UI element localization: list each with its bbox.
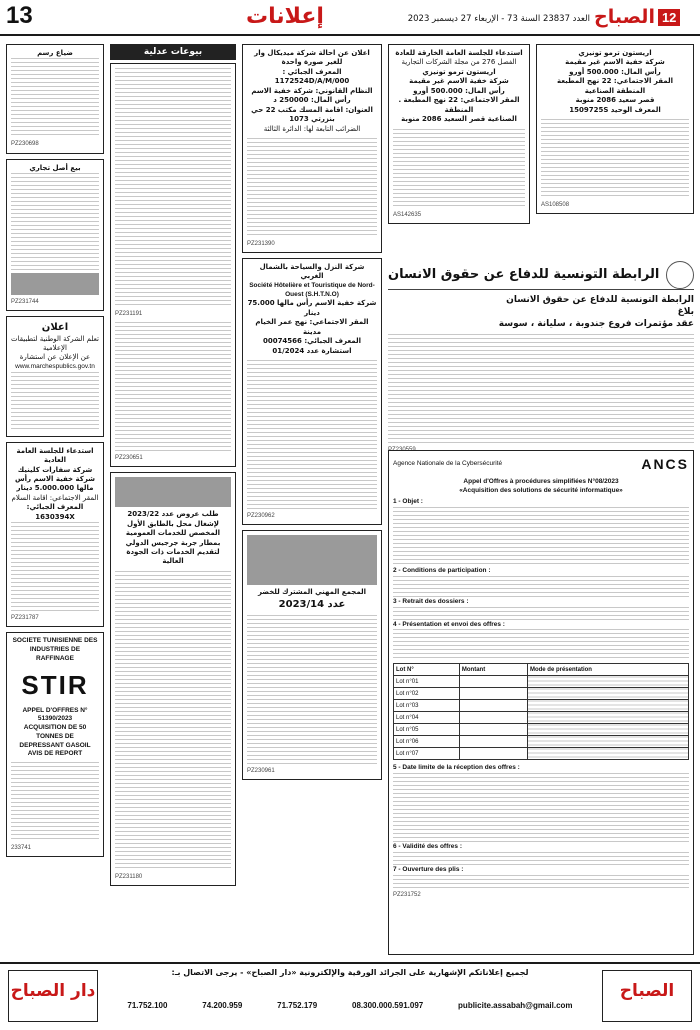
procurement-link[interactable]: www.marchespublics.gov.tn	[15, 362, 95, 370]
footer-contacts: 71.752.100 74.200.959 71.752.179 08.300.000.591.097 publicite.assabah@gmail.com	[127, 1000, 573, 1010]
judicial-sales-bar: بيوعات عدلية	[110, 44, 236, 60]
league-title: الرابطة التونسية للدفاع عن حقوق الانسان	[388, 267, 660, 282]
page-number: 13	[6, 2, 33, 29]
logo-text: الصباح	[594, 6, 655, 28]
ad-body-text	[541, 119, 689, 199]
column-4	[110, 44, 236, 954]
logo-number: 12	[658, 9, 680, 26]
footer-email[interactable]: publicite.assabah@gmail.com	[458, 1000, 573, 1010]
ad-lost-deed: ضياع رسم PZ230698	[6, 44, 104, 154]
ancs-logo: ANCS	[641, 456, 689, 472]
table-row: Lot n°01	[394, 676, 689, 688]
page-header	[0, 0, 700, 36]
lots-table: Lot N° Montant Mode de présentation Lot n°01 Lot n°02 Lot n°03 Lot n°04 Lot n°05 Lot n°06 Lot n°07	[393, 663, 689, 760]
ancs-tender-ad: Agence Nationale de la Cybersécurité ANCS Appel d'Offres à procédures simplifiées N°08/2023 «Acquisition des solutions de sécurité informatique» 1 - Objet : 2 - Conditions de participation : 3 - Retrait des dossiers : 4 - Présentation et envoi des offres : Lot N° Montant Mode de présentation Lot n°01 Lot n°02 Lot n°03 Lot n°04 Lot n°05 Lot n°06 Lot n°07 5 - Date limite de la réception des offres : 6 - Validité des offres : 7 - Ouverture des plis : PZ231752	[388, 450, 694, 955]
ad-judicial-sales: PZ231191 PZ230651	[110, 63, 236, 467]
column-5	[6, 44, 104, 954]
column-1	[536, 44, 694, 219]
ad-business-sale: بيع أصل تجاري PZ231744	[6, 159, 104, 312]
ad-airport-tender: طلب عروض عدد 2023/22 لإشغال محل بالطابق الأول المخصص للخدمات العمومية بمطار جربة جرجيس الدولي لتقديم الخدمات ذات الجودة العالية PZ231180	[110, 472, 236, 886]
column-3	[242, 44, 382, 954]
ad-sfarat-assembly: استدعاء للجلسة العامة العادية شركة سفارات كلينيك شركة خفية الاسم رأس مالها 5.000.000 دينار المقر الاجتماعي: اقامة السلام المعرف الجبائي: 1630394X PZ231787	[6, 442, 104, 628]
table-row: Lot n°05	[394, 724, 689, 736]
issue-info: العدد 23837 السنة 73 - الإربعاء 27 ديسمبر 2023	[407, 14, 590, 24]
ad-hotel: شركة النزل والسياحة بالشمال الغربي Société Hôtelière et Touristique de Nord-Ouest (S.H.T.N.O) شركة خفية الاسم رأس مالها 75.000 دينار المقر الاجتماعي: نهج عمر الخيام مدينة المعرف الجبائي: 00074566 استشارة عدد 01/2024 PZ230962	[242, 258, 382, 525]
ad-ref: AS108508	[541, 202, 570, 209]
table-row: Lot n°06	[394, 736, 689, 748]
table-row: Lot n°03	[394, 700, 689, 712]
ancs-title: Appel d'Offres à procédures simplifiées N°08/2023	[463, 477, 619, 485]
ad-stir: SOCIETE TUNISIENNE DES INDUSTRIES DE RAFFINAGE STIR APPEL D'OFFRES N° 51390/2023 ACQUISITION DE 50 TONNES DE DEPRESSANT GASOIL AVIS DE REPORT 233741	[6, 632, 104, 857]
stir-logo: STIR	[21, 669, 89, 700]
ad-vegetable-group: المجمع المهني المشترك للخضر عدد 2023/14 PZ230961	[242, 530, 382, 780]
footer-logo-sabah: الصباح	[602, 970, 692, 1022]
footer-contact-title: لجميع إعلاناتكم الإشهارية على الجرائد الورقية والإلكترونية «دار الصباح» - يرجى الاتصال بـ:	[171, 968, 529, 977]
ad-medical-ware: اعلان عن احالة شركة ميديكال وار للغير صورة واحدة المعرف الجبائي : 1172524D/A/M/000 النظام القانوني: شركة خفية الاسم رأس المال: 250000 د العنوان: اقامة المسك مكتب 22 حي بنزرتي 1073 الضرائب التابعة لها: الدائرة الثالثة PZ231390	[242, 44, 382, 253]
table-row: Lot n°04	[394, 712, 689, 724]
column-2	[388, 44, 530, 229]
league-header	[388, 260, 694, 290]
league-ad: الرابطة التونسية للدفاع عن حقوق الانسان بلاغ عقد مؤتمرات فروع جندوبة ، سليانة ، سوسة PZ230559	[388, 295, 694, 454]
ancs-subtitle: «Acquisition des solutions de sécurité informatique»	[459, 486, 623, 494]
group-logo-image	[247, 535, 377, 585]
footer-logo-dar-sabah: دار الصباح	[8, 970, 98, 1022]
table-row: Lot n°07	[394, 748, 689, 760]
ad-ariston: اريستون ترمو تونيزي شركة خفية الاسم غير مقيمة رأس المال: 500.000 أورو المقر الاجتماعي: 22 نهج المطبعة المنطقة الصناعية قصر سعيد 2086 منوبة المعرف الوحيد 1509725S AS108508	[536, 44, 694, 214]
page-footer	[0, 962, 700, 1030]
ad-announcement: اعلان تعلم الشركة الوطنية لتطبيقات الإعلامية عن الإعلان عن استشارة www.marchespublics.gov.tn	[6, 316, 104, 437]
table-row: Lot n°02	[394, 688, 689, 700]
ancs-org: Agence Nationale de la Cybersécurité	[393, 460, 503, 468]
oaca-logo-image	[115, 477, 231, 507]
newspaper-logo[interactable]	[594, 2, 694, 32]
league-seal-icon	[666, 261, 694, 289]
section-title: إعلانات	[246, 4, 324, 29]
ad-assembly: استدعاء للجلسة العامة الخارقة للعادة الفصل 276 من مجلة الشركات التجارية اريستون ترمو تونيزي شركة خفية الاسم غير مقيمة رأس المال: 500.000 أورو المقر الاجتماعي: 22 نهج المطبعة . المنطقة الصناعية قصر السعيد 2086 منوبة AS142635	[388, 44, 530, 224]
ad-title: اريستون ترمو تونيزي	[578, 49, 652, 57]
